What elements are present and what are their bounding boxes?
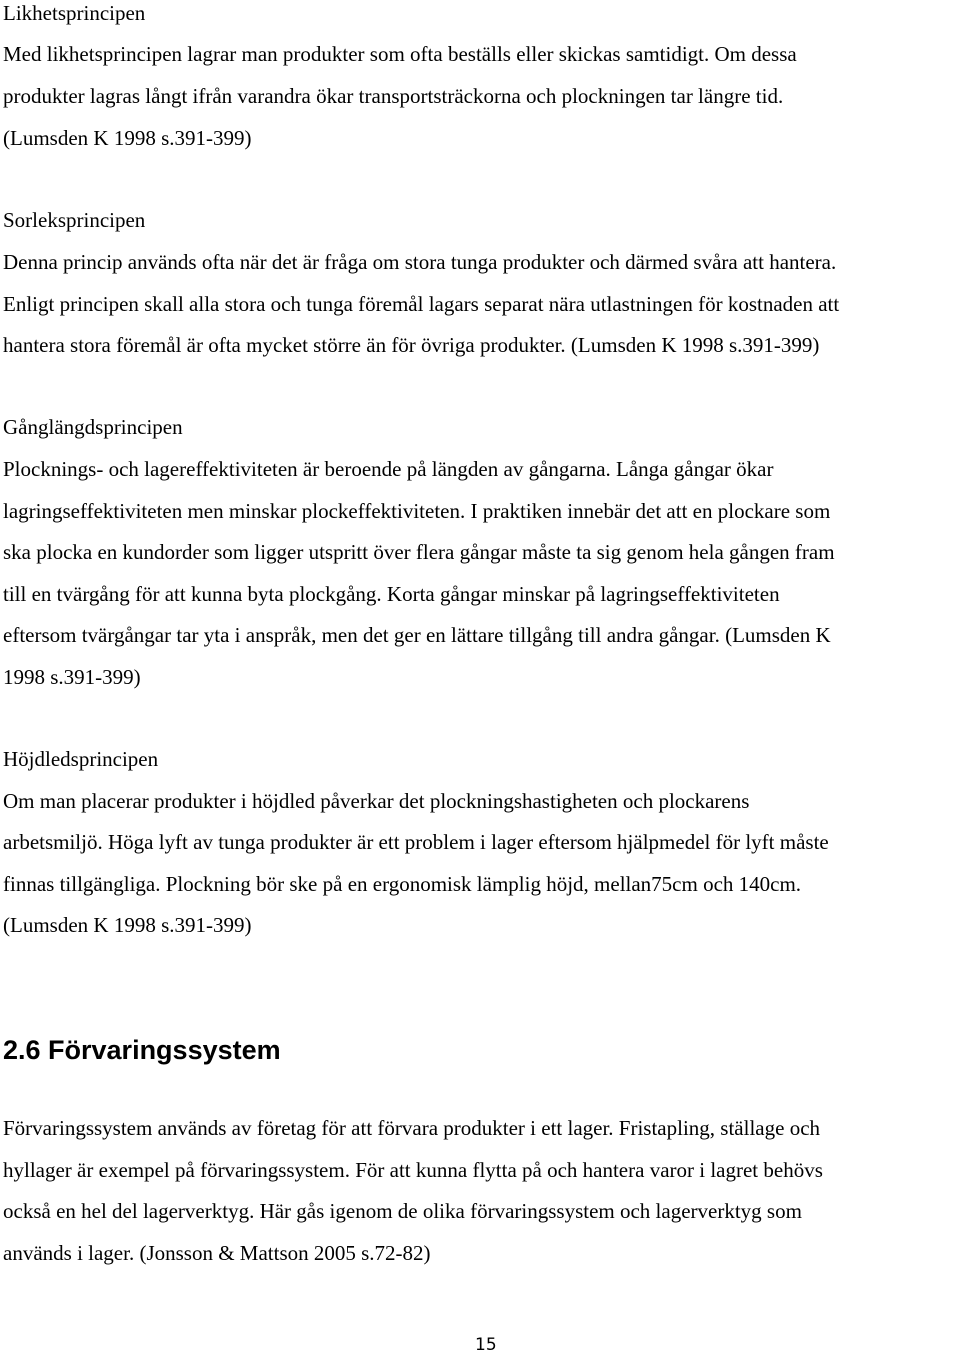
paragraph-line: Denna princip används ofta när det är fråga om stora tunga produkter och därmed svåra att hantera. (3, 250, 837, 274)
section-title-sorleksprincipen: Sorleksprincipen (3, 208, 146, 232)
paragraph-line: arbetsmiljö. Höga lyft av tunga produkter är ett problem i lager eftersom hjälpmedel för lyft måste (3, 830, 829, 854)
paragraph-line: lagringseffektiviteten men minskar plockeffektiviteten. I praktiken innebär det att en plockare som (3, 499, 831, 523)
paragraph-line: 1998 s.391-399) (3, 665, 141, 689)
paragraph-line: används i lager. (Jonsson & Mattson 2005 s.72-82) (3, 1241, 431, 1265)
paragraph-line: också en hel del lagerverktyg. Här gås igenom de olika förvaringssystem och lagerverktyg som (3, 1199, 802, 1223)
paragraph-line: Om man placerar produkter i höjdled påverkar det plockningshastigheten och plockarens (3, 789, 750, 813)
paragraph-line: eftersom tvärgångar tar yta i anspråk, men det ger en lättare tillgång till andra gångar. (Lumsden K (3, 623, 831, 647)
paragraph-line: ska plocka en kundorder som ligger utspritt över flera gångar måste ta sig genom hela gången fram (3, 540, 835, 564)
paragraph-line: hyllager är exempel på förvaringssystem. För att kunna flytta på och hantera varor i lagret behövs (3, 1158, 823, 1182)
section-title-hojdledsprincipen: Höjdledsprincipen (3, 747, 159, 771)
paragraph-line: produkter lagras långt ifrån varandra ökar transportsträckorna och plockningen tar längre tid. (3, 84, 784, 108)
paragraph-line: Med likhetsprincipen lagrar man produkter som ofta beställs eller skickas samtidigt. Om dessa (3, 42, 797, 66)
paragraph-line: Plocknings- och lagereffektiviteten är beroende på längden av gångarna. Långa gångar ökar (3, 457, 774, 481)
paragraph-line: (Lumsden K 1998 s.391-399) (3, 126, 252, 150)
paragraph-line: (Lumsden K 1998 s.391-399) (3, 913, 252, 937)
paragraph-line: Enligt principen skall alla stora och tunga föremål lagars separat nära utlastningen för kostnaden att (3, 292, 840, 316)
paragraph-line: till en tvärgång för att kunna byta plockgång. Korta gångar minskar på lagringseffektiviteten (3, 582, 780, 606)
section-title-ganglangdsprincipen: Gånglängdsprincipen (3, 415, 183, 439)
page-number: 15 (475, 1335, 497, 1355)
paragraph-line: finnas tillgängliga. Plockning bör ske på en ergonomisk lämplig höjd, mellan75cm och 140cm. (3, 872, 802, 896)
section-title-likhetsprincipen: Likhetsprincipen (3, 1, 146, 25)
paragraph-line: hantera stora föremål är ofta mycket större än för övriga produkter. (Lumsden K 1998 s.391-399) (3, 333, 820, 357)
chapter-heading: 2.6 Förvaringssystem (3, 1035, 281, 1065)
document-page (3, 0, 958, 1356)
paragraph-line: Förvaringssystem används av företag för att förvara produkter i ett lager. Fristapling, ställage och (3, 1116, 821, 1140)
